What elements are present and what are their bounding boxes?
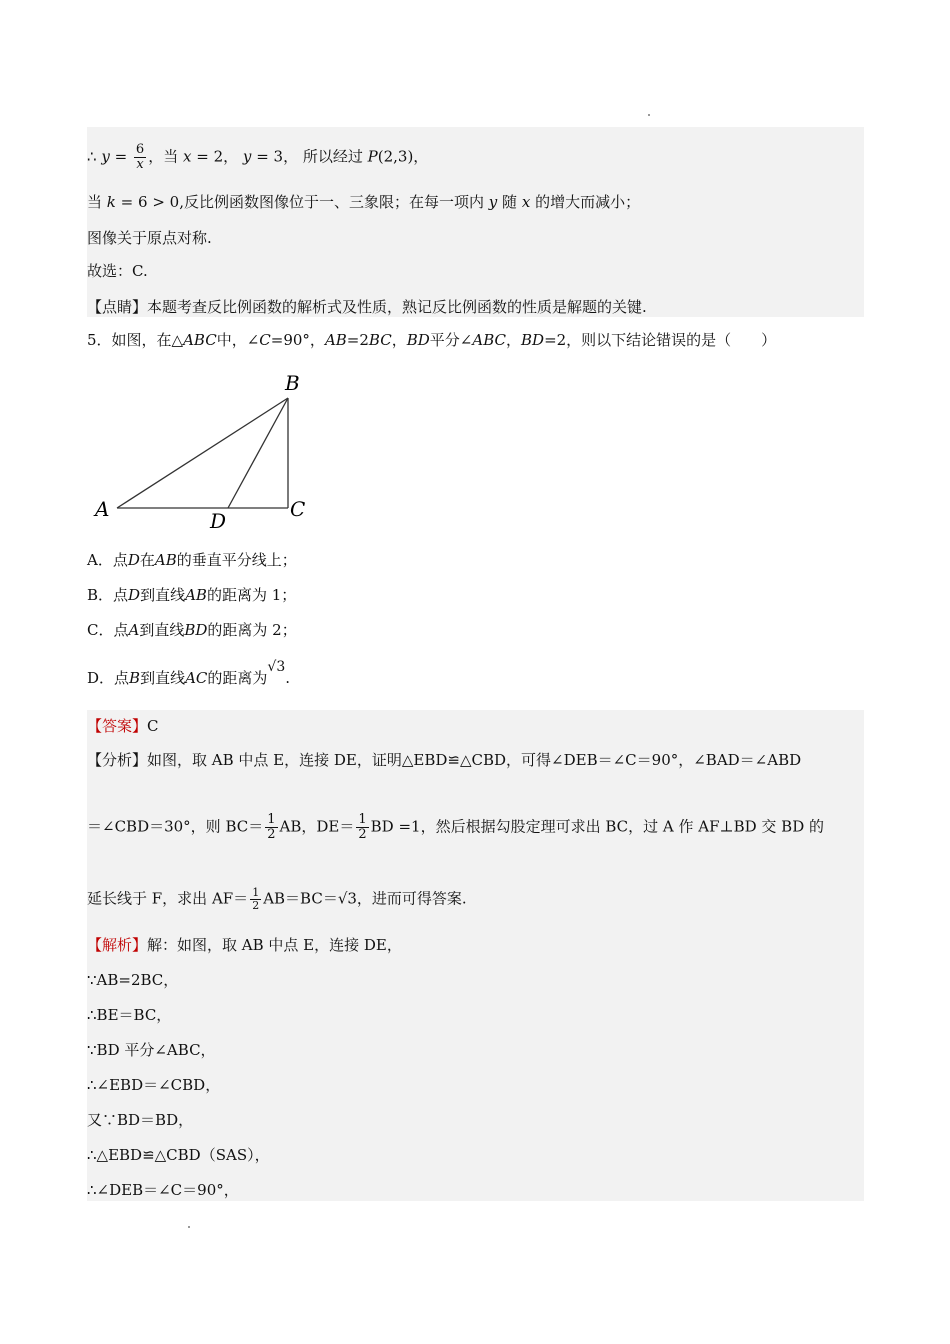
q-num: 5．如图，在△ <box>87 331 184 349</box>
opt-d-sqrt: √3 <box>267 659 286 675</box>
solution-row-6: 又∵BD＝BD， <box>87 1111 194 1129</box>
analysis-r2c: BD =1，然后根据勾股定理可求出 BC，过 A 作 AF⊥BD 交 BD 的 <box>370 817 825 836</box>
analysis-tag: 【分析】 <box>87 751 148 769</box>
solution-row-4: ∵BD 平分∠ABC， <box>87 1041 216 1059</box>
analysis-row-3 <box>87 887 467 912</box>
opt-a-d: D <box>127 551 140 569</box>
q-t2: =90°， <box>270 331 325 349</box>
analysis-r3b: AB＝BC＝√3，进而可得答案. <box>263 889 467 908</box>
option-c <box>87 620 297 640</box>
analysis-r3a: 延长线于 F，求出 AF＝ <box>87 889 249 908</box>
solution-shade-bottom <box>87 710 864 1201</box>
pass-text: 所以经过 <box>302 147 363 166</box>
half2-den: 2 <box>358 827 367 842</box>
line-function <box>87 143 428 172</box>
segment-ab <box>117 398 288 508</box>
frac-num: 6 <box>135 142 145 157</box>
half1-num: 1 <box>267 812 276 827</box>
opt-d-post: 的距离为 <box>207 669 268 687</box>
point-coords: (2,3)， <box>377 147 429 166</box>
analysis-r2b: AB，DE＝ <box>279 817 355 836</box>
opt-c-bd: BD <box>184 621 208 639</box>
fraction-half-3 <box>250 887 261 912</box>
opt-c-a: A <box>128 621 140 639</box>
opt-a-post: 的垂直平分线上； <box>176 551 297 569</box>
q-t5: 平分∠ <box>429 331 473 349</box>
opt-b-d: D <box>128 586 141 604</box>
fraction-6-over-x <box>134 143 146 172</box>
analysis-r2a: ＝∠CBD＝30°，则 BC＝ <box>87 817 264 836</box>
opt-a-pre: A．点 <box>87 551 128 569</box>
var-k: k <box>106 193 116 211</box>
opt-c-mid: 到直线 <box>139 621 185 639</box>
q-bd: BD <box>406 331 430 349</box>
question-5 <box>87 330 776 350</box>
q-t7: =2，则以下结论错误的是（ ） <box>544 331 777 349</box>
line-choice: 故选：C. <box>87 262 148 280</box>
q-bd2: BD <box>521 331 545 349</box>
triangle-figure <box>80 365 340 535</box>
opt-d-mid: 到直线 <box>140 669 186 687</box>
label-c: C <box>290 497 306 521</box>
opt-d-end: . <box>285 669 291 687</box>
header-dot <box>648 114 650 116</box>
opt-d-ac: AC <box>185 669 208 687</box>
q-t6: ， <box>505 331 521 349</box>
analysis-r1: 如图，取 AB 中点 E，连接 DE，证明△EBD≌△CBD，可得∠DEB＝∠C＝90°，∠BAD＝∠ABD <box>147 751 802 769</box>
option-b <box>87 585 296 605</box>
opt-c-post: 的距离为 2； <box>207 621 297 639</box>
q-abc: ABC <box>183 331 217 349</box>
quadrant-text: ,反比例函数图像位于一、三象限；在每一项内 <box>179 193 484 211</box>
fraction-half-1 <box>265 813 277 842</box>
solution-row-2: ∵AB=2BC， <box>87 971 179 989</box>
answer-value: C <box>147 717 159 735</box>
opt-b-mid: 到直线 <box>140 586 186 604</box>
line-k-condition <box>87 192 640 212</box>
q-t4: ， <box>391 331 407 349</box>
label-b: B <box>285 371 300 395</box>
q-bc: BC <box>368 331 392 349</box>
solution-row-5: ∴∠EBD＝∠CBD， <box>87 1076 221 1094</box>
opt-d-pre: D．点 <box>87 669 130 687</box>
opt-b-post: 的距离为 1； <box>206 586 297 604</box>
q-t1: 中，∠ <box>216 331 260 349</box>
option-a <box>87 550 297 570</box>
q-abc2: ABC <box>472 331 506 349</box>
analysis-row-1 <box>87 750 801 770</box>
solution-row-8: ∴∠DEB＝∠C＝90°， <box>87 1181 239 1199</box>
solution-row-7: ∴△EBD≌△CBD（SAS）， <box>87 1146 270 1164</box>
solution-s1: 解：如图，取 AB 中点 E，连接 DE， <box>147 936 402 954</box>
opt-b-ab: AB <box>185 586 207 604</box>
var-x-2: x <box>521 193 531 211</box>
point-p: P <box>367 147 378 166</box>
when-text-2: 当 <box>87 193 103 211</box>
opt-d-b: B <box>129 669 141 687</box>
opt-a-mid: 在 <box>139 551 155 569</box>
with-text: 随 <box>502 193 518 211</box>
half3-den: 2 <box>252 899 260 912</box>
frac-den: x <box>136 157 144 172</box>
y-equals: y = <box>101 147 128 166</box>
eq-2: = 2， <box>196 147 239 166</box>
q-c: C <box>259 331 271 349</box>
line-symmetry: 图像关于原点对称. <box>87 229 212 247</box>
half2-num: 1 <box>358 812 367 827</box>
footer-dot <box>188 1226 190 1228</box>
option-d <box>87 659 291 689</box>
var-y: y <box>242 147 252 166</box>
solution-tag: 【解析】 <box>87 936 148 954</box>
label-d: D <box>210 509 227 533</box>
opt-a-ab: AB <box>154 551 177 569</box>
q-t3: =2 <box>346 331 369 349</box>
line-comment: 【点睛】本题考查反比例函数的解析式及性质，熟记反比例函数的性质是解题的关键. <box>87 298 647 316</box>
half1-den: 2 <box>267 827 276 842</box>
when-text: ，当 <box>148 147 179 166</box>
solution-row-3: ∴BE＝BC， <box>87 1006 172 1024</box>
k-condition: = 6 > 0 <box>120 193 180 211</box>
fraction-half-2 <box>356 813 368 842</box>
solution-row-1 <box>87 935 402 955</box>
eq-3: = 3， <box>256 147 299 166</box>
var-y-2: y <box>488 193 498 211</box>
answer-line <box>87 716 159 736</box>
therefore-symbol: ∴ <box>87 147 97 166</box>
decrease-text: 的增大而减小； <box>535 193 641 211</box>
half3-num: 1 <box>252 886 260 899</box>
segment-bd <box>228 398 288 508</box>
var-x: x <box>183 147 192 166</box>
analysis-row-2 <box>87 813 824 842</box>
answer-tag: 【答案】 <box>87 717 148 735</box>
label-a: A <box>95 497 110 521</box>
opt-b-pre: B．点 <box>87 586 129 604</box>
q-ab: AB <box>324 331 347 349</box>
opt-c-pre: C．点 <box>87 621 129 639</box>
